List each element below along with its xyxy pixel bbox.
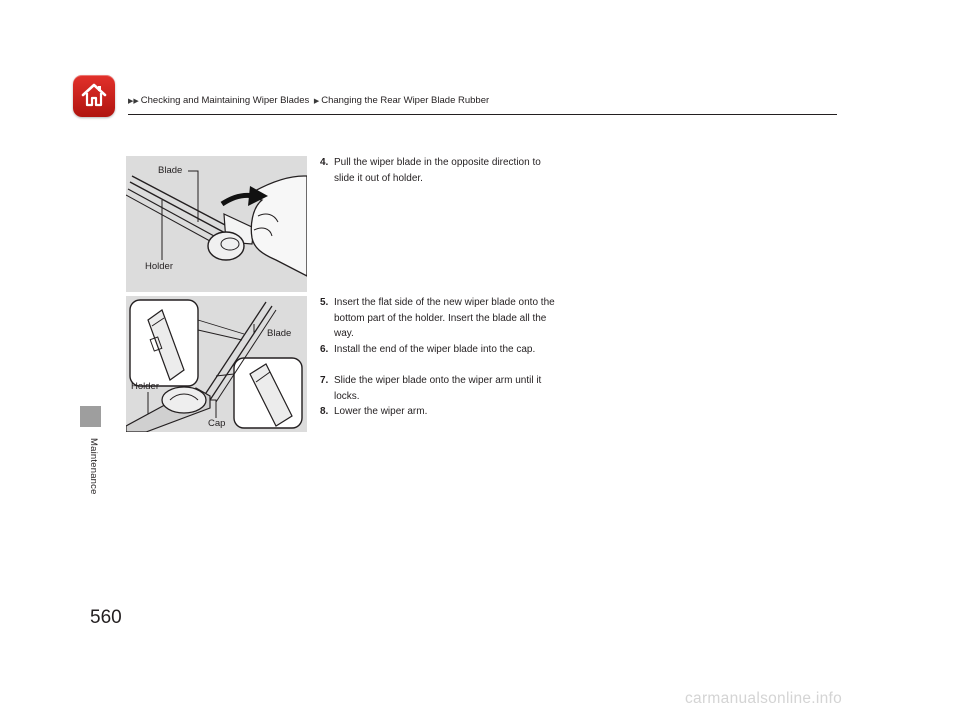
step-4 [320, 155, 560, 186]
section-label: Maintenance [88, 438, 99, 495]
double-triangle-arrow-icon: ▶▶ [128, 98, 139, 105]
step-text: Slide the wiper blade onto the wiper arm until it locks. [334, 375, 542, 402]
callout-holder: Holder [145, 261, 173, 272]
home-icon [80, 81, 108, 109]
step-8 [320, 404, 560, 420]
step-number: 8. [320, 406, 329, 417]
step-number: 5. [320, 297, 329, 308]
step-number: 7. [320, 375, 329, 386]
figure-remove-blade [126, 156, 307, 292]
figure-install-blade [126, 296, 307, 432]
callout-blade: Blade [158, 165, 183, 176]
step-number: 4. [320, 157, 329, 168]
step-text: Install the end of the wiper blade into the cap. [334, 344, 536, 355]
callout-cap: Cap [208, 418, 226, 429]
section-tab-marker [80, 406, 101, 427]
step-7 [320, 373, 560, 404]
callout-holder: Holder [131, 381, 159, 392]
step-text: Pull the wiper blade in the opposite direction to slide it out of holder. [334, 157, 541, 184]
watermark: carmanualsonline.info [685, 690, 843, 707]
step-number: 6. [320, 344, 329, 355]
wiper-install-illustration [126, 296, 307, 432]
page-number: 560 [90, 607, 122, 628]
breadcrumb [128, 95, 489, 106]
step-5 [320, 295, 560, 342]
triangle-arrow-icon: ▶ [311, 98, 320, 105]
breadcrumb-item-wiper-blades[interactable]: Checking and Maintaining Wiper Blades [140, 95, 310, 106]
callout-blade: Blade [267, 328, 292, 339]
breadcrumb-item-rear-wiper[interactable]: Changing the Rear Wiper Blade Rubber [321, 95, 490, 106]
step-6 [320, 342, 560, 358]
step-text: Lower the wiper arm. [334, 406, 428, 417]
header-divider [128, 114, 837, 115]
home-button[interactable] [73, 75, 115, 117]
step-text: Insert the flat side of the new wiper blade onto the bottom part of the holder. Insert the blade all the way. [334, 297, 555, 340]
